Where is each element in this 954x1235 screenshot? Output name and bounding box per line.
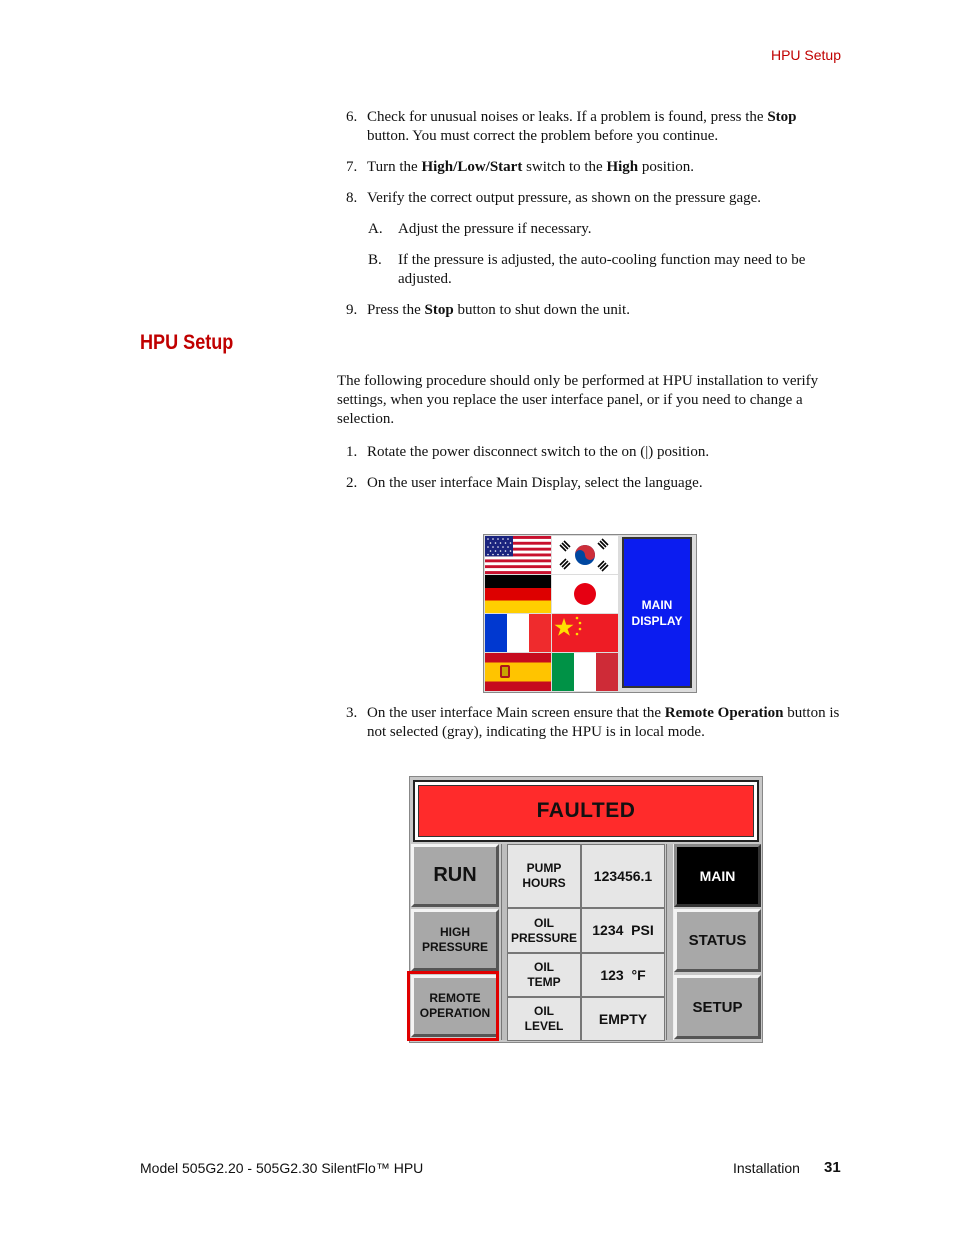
oil-temp-value: 123 °F xyxy=(581,953,665,997)
oil-temp-line2: TEMP xyxy=(527,975,561,989)
step-text-part: Turn the xyxy=(367,159,422,175)
step-number: 2. xyxy=(346,475,358,491)
japan-flag-icon xyxy=(552,575,618,613)
step-bold: High xyxy=(606,159,639,175)
china-flag-icon xyxy=(552,614,618,652)
step-number: 6. xyxy=(346,109,358,125)
remote-line1: REMOTE xyxy=(429,991,481,1005)
oil-pressure-label xyxy=(507,908,581,953)
step-number: 1. xyxy=(346,444,358,460)
remote-line2: OPERATION xyxy=(419,1006,491,1020)
step-number: 8. xyxy=(346,190,358,206)
running-head: HPU Setup xyxy=(770,47,841,63)
step-text-part: Press the xyxy=(367,302,425,318)
oil-temp-line1: OIL xyxy=(534,960,554,974)
setup-step-3 xyxy=(346,704,846,744)
step-bold: Remote Operation xyxy=(664,705,784,721)
step-7 xyxy=(346,158,846,178)
oil-pressure-line1: OIL xyxy=(534,915,554,930)
us-flag-button[interactable] xyxy=(485,536,551,574)
high-pressure-button[interactable] xyxy=(411,909,499,971)
step-bold: High/Low/Start xyxy=(421,159,523,175)
high-pressure-line2: PRESSURE xyxy=(421,940,489,954)
step-text xyxy=(367,158,842,177)
substep-text: If the pressure is adjusted, the auto-cooling function may need to be adjusted. xyxy=(398,252,806,287)
main-display-line2: DISPLAY xyxy=(631,613,683,628)
oil-level-line1: OIL xyxy=(533,1004,554,1018)
pump-hours-line1: PUMP xyxy=(526,861,562,875)
spain-flag-button[interactable] xyxy=(485,653,551,691)
main-display-button[interactable] xyxy=(622,537,692,688)
main-button[interactable]: MAIN xyxy=(674,844,761,907)
high-pressure-line1: HIGH xyxy=(440,925,470,939)
step-text xyxy=(367,108,842,146)
step-number: 3. xyxy=(346,705,358,721)
france-flag-button[interactable] xyxy=(485,614,551,652)
step-text-part: position. xyxy=(638,159,694,175)
substep-b xyxy=(368,251,838,291)
oil-level-line2: LEVEL xyxy=(524,1019,564,1033)
pump-hours-label xyxy=(507,844,581,908)
step-text-part: button. You must correct the problem before you continue. xyxy=(367,128,719,144)
substep-letter: A. xyxy=(368,221,383,237)
run-button[interactable]: RUN xyxy=(411,844,499,907)
section-title: HPU Setup xyxy=(140,331,234,354)
italy-flag-button[interactable] xyxy=(552,653,618,691)
step-8 xyxy=(346,189,846,209)
japan-flag-button[interactable] xyxy=(552,575,618,613)
germany-flag-button[interactable] xyxy=(485,575,551,613)
oil-pressure-value: 1234 PSI xyxy=(581,908,665,953)
step-text: Verify the correct output pressure, as shown on the pressure gage. xyxy=(367,190,762,206)
step-text xyxy=(367,704,842,742)
setup-step-2 xyxy=(346,474,846,494)
substep-a xyxy=(368,220,838,240)
hpu-main-screen xyxy=(409,776,763,1043)
setup-step-1 xyxy=(346,443,846,463)
step-bold: Stop xyxy=(424,302,454,318)
step-9 xyxy=(346,301,846,321)
language-select-screen xyxy=(483,534,697,693)
korea-flag-icon xyxy=(552,536,618,574)
step-text-part: button to shut down the unit. xyxy=(453,302,630,318)
step-number: 9. xyxy=(346,302,358,318)
step-text-part: button is not selected (gray), indicating the HPU is in local mode. xyxy=(367,705,840,740)
footer-section: Installation xyxy=(733,1160,800,1176)
step-6 xyxy=(346,108,846,148)
substep-letter: B. xyxy=(368,252,382,268)
us-flag-icon xyxy=(485,536,551,574)
oil-pressure-line2: PRESSURE xyxy=(510,930,578,945)
step-text-part: Check for unusual noises or leaks. If a problem is found, press the xyxy=(367,109,768,125)
step-bold: Stop xyxy=(767,109,797,125)
footer-model: Model 505G2.20 - 505G2.30 SilentFlo™ HPU xyxy=(140,1160,424,1176)
faulted-status: FAULTED xyxy=(418,785,754,837)
setup-button[interactable]: SETUP xyxy=(674,975,761,1039)
step-text: On the user interface Main Display, select the language. xyxy=(367,475,703,491)
step-text-part: On the user interface Main screen ensure that the xyxy=(367,705,665,721)
step-text xyxy=(367,301,842,320)
substep-text: Adjust the pressure if necessary. xyxy=(398,221,592,237)
step-number: 7. xyxy=(346,159,358,175)
right-divider xyxy=(666,844,674,1040)
status-banner xyxy=(413,780,759,842)
france-flag-icon xyxy=(485,614,551,652)
germany-flag-icon xyxy=(485,575,551,613)
italy-flag-icon xyxy=(552,653,618,691)
oil-level-value: EMPTY xyxy=(581,997,665,1041)
pump-hours-value: 123456.1 xyxy=(581,844,665,908)
china-flag-button[interactable] xyxy=(552,614,618,652)
step-text: Rotate the power disconnect switch to the on (|) position. xyxy=(367,444,710,460)
remote-operation-highlight xyxy=(407,971,499,1041)
step-text-part: switch to the xyxy=(522,159,607,175)
korea-flag-button[interactable] xyxy=(552,536,618,574)
oil-temp-label xyxy=(507,953,581,997)
intro-paragraph: The following procedure should only be performed at HPU installation to verify settings, when you replace the user interface panel, or if you need to change a selection. xyxy=(337,373,819,427)
status-button[interactable]: STATUS xyxy=(674,909,761,972)
spain-flag-icon xyxy=(485,653,551,691)
main-display-line1: MAIN xyxy=(641,597,673,612)
pump-hours-line2: HOURS xyxy=(522,876,566,890)
page-number: 31 xyxy=(824,1159,841,1176)
oil-level-label xyxy=(507,997,581,1041)
